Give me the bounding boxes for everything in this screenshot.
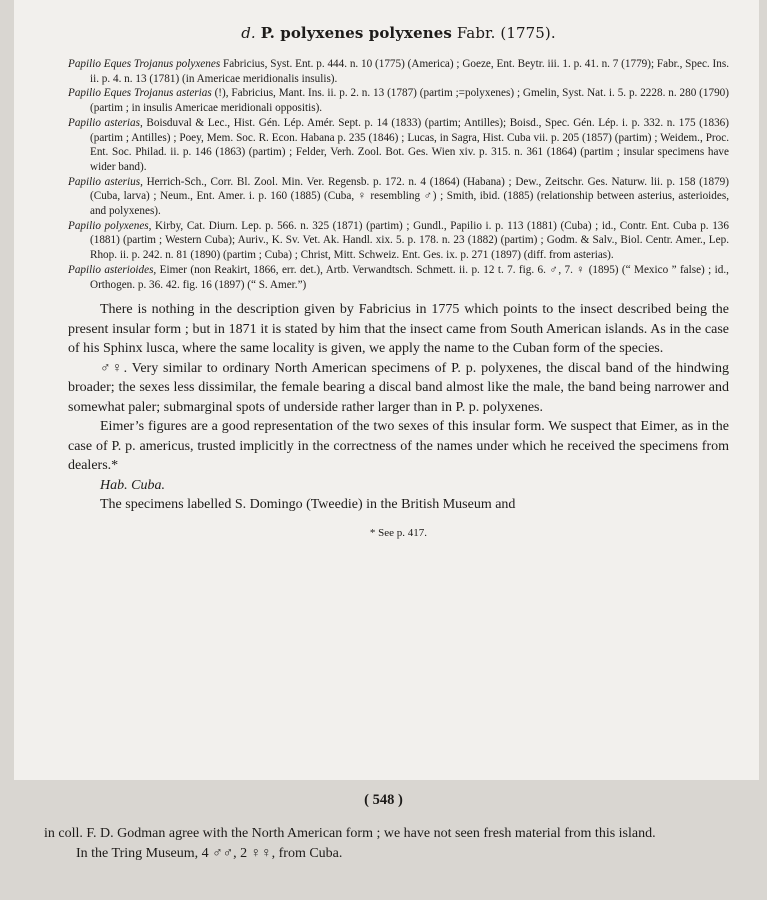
synonym-entry — [68, 219, 729, 263]
paragraph: The specimens labelled S. Domingo (Tweedie) in the British Museum and — [100, 497, 516, 513]
page-number: ( 548 ) — [364, 792, 403, 808]
description-text — [68, 300, 729, 515]
paragraph: In the Tring Museum, 4 ♂♂, 2 ♀♀, from Cuba. — [76, 845, 343, 861]
habitat-line: Hab. Cuba. — [100, 477, 165, 493]
synonym-text: Fabricius, Syst. Ent. p. 444. n. 10 (1775) (America) ; Goeze, Ent. Beytr. iii. 1. p. 41. n. 7 (1779); Fabr., Spec. Ins. ii. p. 4. n. 13 (1781) (in Americae meridionalis insulis). — [90, 58, 730, 85]
synonym-name: Papilio asterias, — [68, 116, 143, 129]
synonymy-list — [68, 57, 729, 292]
paragraph: in coll. F. D. Godman agree with the North American form ; we have not seen fresh material from this island. — [44, 826, 656, 841]
synonym-entry — [68, 175, 729, 219]
title-name: P. polyxenes polyxenes — [260, 24, 452, 42]
book-page — [14, 0, 759, 780]
synonym-entry — [68, 116, 729, 175]
title-author: Fabr. (1775). — [456, 24, 556, 42]
footnote: * See p. 417. — [369, 526, 428, 539]
synonym-text: Boisduval & Lec., Hist. Gén. Lép. Amér. Sept. p. 14 (1833) (partim; Antilles); Boisd., Spec. Gén. Lép. i. p. 332. n. 175 (1836) (partim ; Antilles) ; Poey, Mem. Soc. R. Econ. Habana p. 235 (1846) ; Lucas, in Sagra, Hist. Cuba vii. p. 205 (1857) (partim) ; Weidem., Proc. Ent. Soc. Philad. ii. p. 146 (1863) (partim) ; Felder, Verh. Zool. Bot. Ges. Wien xiv. p. 315. n. 361 (1864) (partim ; insular specimens have wider band). — [90, 116, 730, 173]
page-title — [68, 24, 729, 42]
paragraph: Eimer’s figures are a good representation of the two sexes of this insular form. We suspect that Eimer, as in the case of P. p. americus, trusted implicitly in the correctness of the names under which he received the specimens from dealers.* — [68, 419, 729, 474]
synonym-text: Kirby, Cat. Diurn. Lep. p. 566. n. 325 (1871) (partim) ; Gundl., Papilio i. p. 113 (1881) (Cuba) ; id., Contr. Ent. Cuba p. 136 (1881) (partim ; Western Cuba); Auriv., K. Sv. Vet. Ak. Handl. xix. 5. p. 178. n. 23 (1882) (partim) ; Godm. & Salv., Biol. Centr. Amer., Lep. Rhop. ii. p. 242. n. 81 (1890) (partim ; Cuba) ; Christ, Mitt. Schweiz. Ent. Ges. ix. p. 271 (1897) (diff. from asterias). — [90, 219, 729, 262]
paragraph: There is nothing in the description given by Fabricius in 1775 which points to the insect described being the present insular form ; but in 1871 it is stated by him that the insect came from South American islands. As in the case of his Sphinx lusca, where the same locality is given, we apply the name to the Cuban form of the species. — [68, 302, 729, 357]
synonym-text: Herrich-Sch., Corr. Bl. Zool. Min. Ver. Regensb. p. 172. n. 4 (1864) (Habana) ; Dew., Zeitschr. Ges. Naturw. lii. p. 158 (1879) (Cuba, larva) ; Neum., Ent. Amer. i. p. 160 (1885) (Cuba, ♀ resembling ♂) ; Smith, ibid. (1885) (relationship between asterius, asterioides, and polyxenes). — [90, 175, 729, 218]
synonym-name: Papilio asterioides, — [68, 263, 157, 276]
synonym-entry — [68, 57, 729, 86]
continuation-text — [44, 824, 734, 863]
synonym-entry — [68, 263, 729, 292]
synonym-entry — [68, 86, 729, 115]
synonym-name: Papilio Eques Trojanus asterias — [68, 87, 212, 100]
title-prefix: d. — [241, 24, 256, 42]
synonym-name: Papilio Eques Trojanus polyxenes — [68, 58, 221, 70]
synonym-text: (!), Fabricius, Mant. Ins. ii. p. 2. n. 13 (1787) (partim ;=polyxenes) ; Gmelin, Syst. Nat. i. 5. p. 2228. n. 280 (1790) (partim ; in insulis Americae meridionali oppositis). — [90, 87, 729, 115]
synonym-name: Papilio polyxenes, — [68, 219, 152, 232]
synonym-text: Eimer (non Reakirt, 1866, err. det.), Artb. Verwandtsch. Schmett. ii. p. 12 t. 7. fig. 6. ♂, 7. ♀ (1895) (“ Mexico ” false) ; id., Orthogen. p. 36. 42. fig. 16 (1897) (“ S. Amer.”) — [90, 263, 729, 291]
paragraph: ♂♀. Very similar to ordinary North American specimens of P. p. polyxenes, the discal band of the hindwing broader; the sexes less dissimilar, the female bearing a discal band almost like the male, the band being narrower and somewhat paler; submarginal spots of underside rather larger than in P. p. polyxenes. — [68, 360, 729, 415]
synonym-name: Papilio asterius, — [68, 175, 143, 188]
